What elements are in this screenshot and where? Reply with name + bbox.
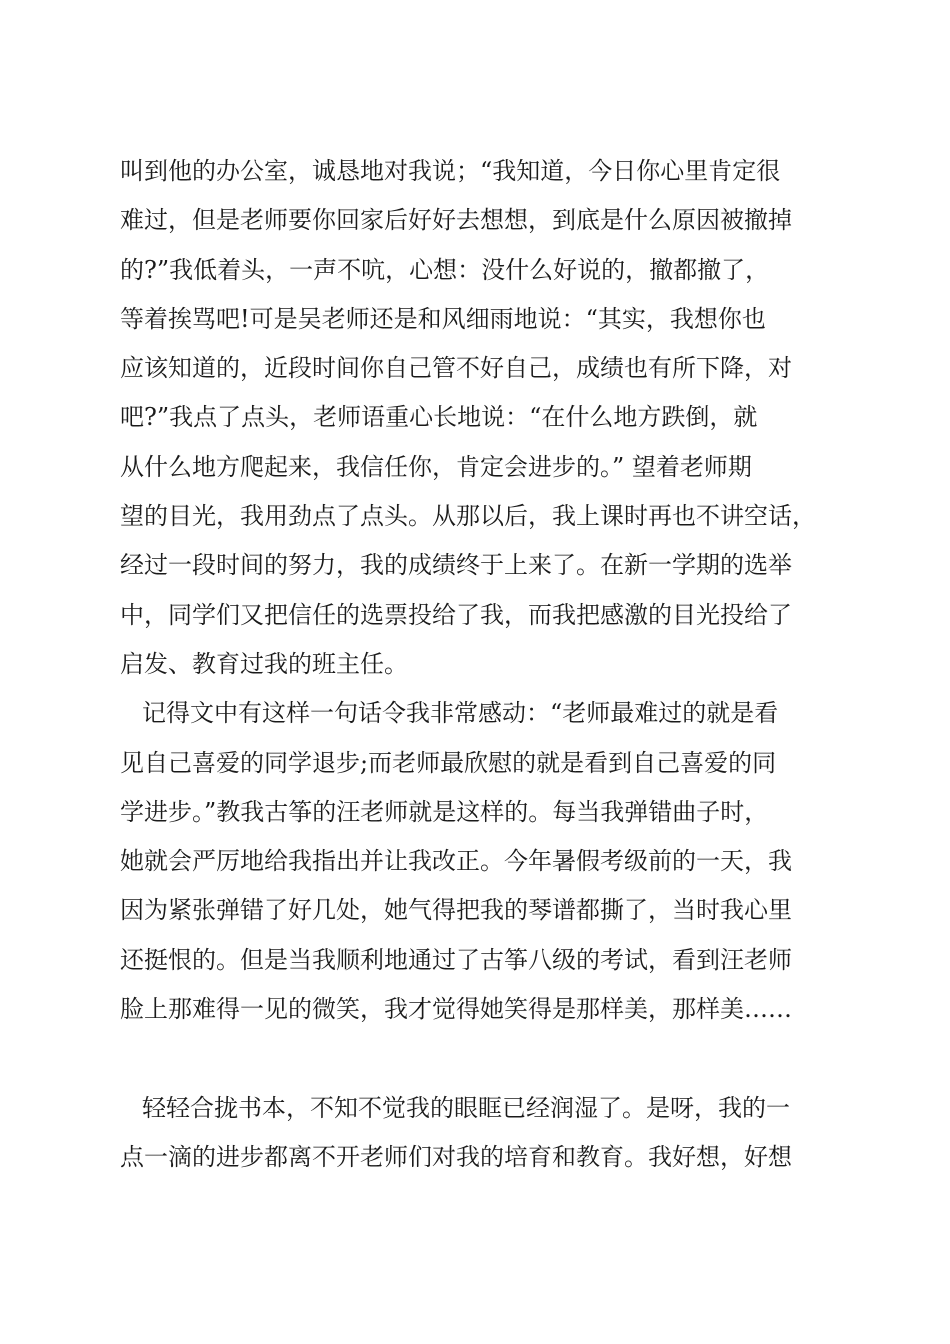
text-line: 吧?”我点了点头，老师语重心长地说：“在什么地方跌倒，就 bbox=[120, 403, 758, 432]
text-line: 她就会严厉地给我指出并让我改正。今年暑假考级前的一天，我 bbox=[120, 847, 792, 876]
text-line: 因为紧张弹错了好几处，她气得把我的琴谱都撕了，当时我心里 bbox=[120, 896, 792, 925]
text-line: 经过一段时间的努力，我的成绩终于上来了。在新一学期的选举 bbox=[120, 551, 792, 580]
text-line: 的?”我低着头，一声不吭，心想：没什么好说的，撤都撤了， bbox=[120, 255, 770, 284]
text-line: 脸上那难得一见的微笑，我才觉得她笑得是那样美，那样美…… bbox=[120, 995, 792, 1024]
text-line: 等着挨骂吧!可是吴老师还是和风细雨地说：“其实，我想你也 bbox=[120, 304, 766, 333]
text-line: 中，同学们又把信任的选票投给了我，而我把感激的目光投给了 bbox=[120, 600, 792, 629]
text-line: 难过，但是老师要你回家后好好去想想，到底是什么原因被撤掉 bbox=[120, 206, 792, 235]
text-line: 见自己喜爱的同学退步;而老师最欣慰的就是看到自己喜爱的同 bbox=[120, 748, 777, 777]
text-line: 学进步。”教我古筝的汪老师就是这样的。每当我弹错曲子时， bbox=[120, 797, 769, 826]
text-line: 启发、教育过我的班主任。 bbox=[120, 649, 408, 678]
text-line: 望的目光，我用劲点了点头。从那以后，我上课时再也不讲空话， bbox=[120, 502, 816, 531]
text-line: 点一滴的进步都离不开老师们对我的培育和教育。我好想，好想 bbox=[120, 1142, 792, 1171]
document-body bbox=[120, 147, 840, 1182]
paragraph-gap bbox=[120, 1034, 840, 1083]
text-line: 应该知道的，近段时间你自己管不好自己，成绩也有所下降，对 bbox=[120, 354, 792, 383]
paragraph-start-line: 记得文中有这样一句话令我非常感动：“老师最难过的就是看 bbox=[142, 699, 779, 728]
text-line: 叫到他的办公室，诚恳地对我说；“我知道，今日你心里肯定很 bbox=[120, 157, 781, 185]
text-line: 还挺恨的。但是当我顺利地通过了古筝八级的考试，看到汪老师 bbox=[120, 945, 792, 974]
text-line: 从什么地方爬起来，我信任你，肯定会进步的。” 望着老师期 bbox=[120, 452, 752, 481]
paragraph-start-line: 轻轻合拢书本，不知不觉我的眼眶已经润湿了。是呀，我的一 bbox=[142, 1093, 790, 1122]
